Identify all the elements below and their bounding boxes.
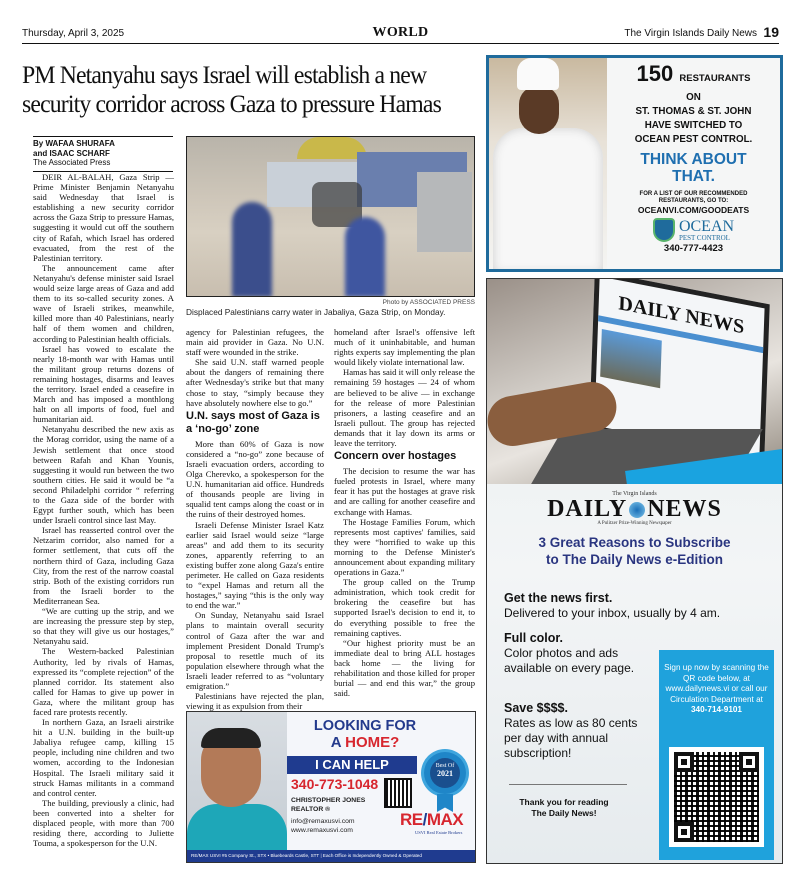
paragraph: Israeli Defense Minister Israel Katz earlier said Israel would seize “large areas” and add them to its security zones, apparently referring to an existing buffer zone along Gaza's entire perimeter. He called on Gaza residents to “expel Hamas and return all the hostages,” saying “this is the only way to end the war.” [186, 519, 324, 611]
divider [509, 784, 627, 785]
paragraph: The group called on the Trump administration, which took credit for brokering the ceasefire but has supported Israel's decision to end it, to do everything possible to free the remaining captives. [334, 577, 475, 638]
issue-date: Thursday, April 3, 2025 [22, 28, 125, 39]
restaurant-count: 150 RESTAURANTS [636, 61, 751, 86]
tent-shape [417, 172, 472, 252]
article-column-3 [334, 327, 475, 698]
logo-sub: PEST CONTROL [678, 233, 730, 242]
remax-logo-sub: USVI Real Estate Brokers [415, 830, 463, 835]
byline [33, 136, 173, 172]
paragraph: The Hostage Families Forum, which represents most captives' families, said they were “horrified to wake up this morning to the Defense Minister's announcement about expanding military operations in Gaza.” [334, 516, 475, 578]
paragraph: On Sunday, Netanyahu said Israel plans to maintain overall security control of Gaza after the war and implement President Donald Trump's proposal to resettle much of its population elsewhere through what the Israeli leader referred to as “voluntary emigration.” [186, 610, 324, 691]
reason-1: Get the news first. Delivered to your inbox, usually by 4 am. [504, 591, 721, 620]
remax-realtor-ad[interactable] [186, 711, 476, 863]
thank-you-text: Thank you for reading The Daily News! [519, 797, 609, 818]
reason-3: Save $$$$. Rates as low as 80 cents per day with annual subscription! [504, 701, 638, 760]
looking-for: LOOKING FOR [313, 718, 417, 734]
realtor-email[interactable]: info@remaxusvi.com [291, 818, 355, 825]
qr-code[interactable] [669, 747, 764, 847]
chef-photo [489, 58, 607, 269]
circulation-phone: 340-714-9101 [691, 705, 742, 714]
ad-line: ON [686, 92, 701, 103]
ad-line: ST. THOMAS & ST. JOHN [635, 106, 752, 117]
ocean-url-link[interactable]: OCEANVI.COM/GOODEATS [637, 205, 750, 215]
laptop-photo [487, 279, 782, 484]
paragraph: agency for Palestinian refugees, the main aid provider in Gaza. No U.N. staff were wounded in the strike. [186, 327, 324, 358]
byline-agency: The Associated Press [33, 158, 111, 167]
article-headline: PM Netanyahu says Israel will establish a new security corridor across Gaza to pressure Hamas [22, 60, 441, 118]
article-column-1 [33, 172, 174, 848]
ad-line: OCEAN PEST CONTROL. [634, 134, 753, 145]
realtor-name: CHRISTOPHER JONES REALTOR ® [291, 797, 366, 813]
newspaper-name: The Virgin Islands Daily News [624, 28, 757, 39]
signup-box[interactable] [659, 650, 774, 860]
chef-hat [517, 58, 559, 90]
page-number: 19 [763, 24, 779, 40]
ocean-ad-copy [607, 58, 780, 254]
think-about-that: THINK ABOUT THAT. [640, 151, 747, 185]
paragraph: “Our highest priority must be an immediate deal to bring ALL hostages back home — the living for rehabilitation and those killed for proper burial — and end this war,” the group said. [334, 637, 475, 699]
realtor-hair [201, 728, 261, 748]
award-badge-icon: Best Of 2021 [424, 752, 466, 794]
daily-news-subscription-ad[interactable] [486, 278, 783, 864]
paragraph: Israel has reasserted control over the Netzarim corridor, also named for a former settlement, that cuts off the northern third of Gaza, including Gaza City, from the rest of the narrow coastal strip. Both of the existing corridors run from the Israeli border to the Mediterranean Sea. [33, 525, 174, 606]
realtor-website[interactable]: www.remaxusvi.com [291, 827, 353, 834]
paragraph: The announcement came after Netanyahu's defense minister said Israel would seize large areas of Gaza and add them to its so-called security zones. A wave of Israeli strikes, meanwhile, killed more than 40 Palestinians, nearly half of them women and children, according to Palestinian health officials. [33, 262, 174, 344]
masthead-small: The Virgin Islands [612, 491, 657, 497]
paragraph: The decision to resume the war has fueled protests in Israel, where many fear it has put the hostages at grave risk and are calling for another ceasefire and exchange with Hamas. [334, 466, 475, 517]
ad-small-print: FOR A LIST OF OUR RECOMMENDED RESTAURANTS, GO TO: [639, 191, 748, 204]
realtor-photo [187, 712, 287, 852]
chef-coat [493, 128, 603, 269]
signup-text: Sign up now by scanning the QR code below, at www.dailynews.vi or call our Circulation Department at 340-714-9101 [664, 663, 769, 714]
byline-author-2: and ISAAC SCHARF [33, 148, 110, 158]
paragraph: Palestinians have rejected the plan, viewing it as expulsion from their [186, 691, 324, 712]
chef-face [519, 86, 559, 134]
realtor-phone: 340-773-1048 [291, 776, 379, 792]
realtor-shirt [187, 804, 287, 852]
paragraph: “We are cutting up the strip, and we are increasing the pressure step by step, so that they will give us our hostages,” Netanyahu said. [33, 606, 174, 647]
paragraph: Israel has vowed to escalate the nearly 18-month war with Hamas until the militant group returns dozens of remaining hostages, disarms and leaves the territory. Israel ended a ceasefire in March and has imposed a monthlong halt on all imports of food, fuel and humanitarian aid. [33, 343, 174, 425]
masthead-tagline: A Pulitzer Prize-Winning Newspaper [597, 521, 672, 526]
subheading: Concern over hostages [334, 450, 457, 463]
daily-news-masthead [487, 491, 782, 526]
shield-icon [653, 218, 675, 242]
page-header [22, 24, 779, 44]
ocean-phone: 340-777-4423 [663, 243, 724, 254]
globe-icon [629, 502, 645, 518]
paragraph: She said U.N. staff warned people about the dangers of remaining there after Wednesday's strike but that many chose to stay, “simply because they have absolutely nowhere else to go.” [186, 357, 324, 408]
paragraph: In northern Gaza, an Israeli airstrike hit a U.N. building in the built-up Jabaliya refugee camp, killing 15 people, including nine children and two women, according to the Indonesian Hospital. The Israeli military said it struck Hamas militants in a command and control center. [33, 717, 174, 798]
paragraph: Hamas has said it will only release the remaining 59 hostages — 24 of whom are believed to be alive — in exchange for the release of more Palestinian prisoners, a lasting ceasefire and an Israeli pullout. The group has rejected demands that it lay down its arms or leave the territory. [334, 367, 475, 449]
screen-title: DAILY NEWS [618, 292, 745, 339]
qr-code[interactable] [384, 778, 412, 808]
paragraph: homeland after Israel's offensive left much of it uninhabitable, and human rights experts say implementing the plan would likely violate international law. [334, 327, 475, 368]
article-photo[interactable] [186, 136, 475, 297]
paragraph: DEIR AL-BALAH, Gaza Strip — Prime Minister Benjamin Netanyahu said Wednesday that Israel is establishing a new security corridor across the Gaza Strip to pressure Hamas, suggesting it would cut off the southern city of Rafah, which Israel has ordered evacuated, from the rest of the Palestinian territory. [33, 172, 174, 263]
section-name: WORLD [372, 25, 429, 40]
photo-credit: Photo by ASSOCIATED PRESS [382, 299, 475, 306]
ocean-logo [607, 218, 780, 242]
masthead-logo: DAILY NEWS [547, 496, 722, 522]
ad-line: HAVE SWITCHED TO [644, 120, 743, 131]
i-can-help-banner: I CAN HELP [287, 756, 417, 774]
screen-image [600, 329, 662, 388]
realtor-contact [291, 817, 355, 835]
reason-2: Full color. Color photos and ads available on every page. [504, 631, 635, 675]
paragraph: The building, previously a clinic, had been converted into a shelter for displaced people, with more than 700 residing there, according to Juliette Touma, a spokesperson for the U.N. [33, 797, 174, 849]
paragraph: The Western-backed Palestinian Authority, led by rivals of Hamas, expressed its “complete rejection” of the planned corridor. Its statement also called for Hamas to give up power in Gaza, where the militant group has faced rare protests recently. [33, 646, 174, 717]
child-figure [232, 202, 272, 297]
logo-main: OCEAN [678, 217, 735, 235]
byline-author-1: By WAFAA SHURAFA [33, 139, 115, 148]
remax-logo: RE/MAX [400, 810, 464, 829]
article-column-2 [186, 327, 324, 711]
a-home: A HOME? [330, 734, 400, 751]
child-figure [345, 217, 385, 297]
ocean-pest-control-ad[interactable] [486, 55, 783, 272]
paragraph: More than 60% of Gaza is now considered a “no-go” zone because of Israeli evacuation orders, according to Olga Cherevko, a spokesperson for the U.N. humanitarian aid office. Hundreds of thousands people are living in squalid tent camps along the coast or in the ruins of their destroyed homes. [186, 438, 324, 520]
remax-footer: RE/MAX USVI #5 Company St., STX • Bluebeards Castle, STT | Each Office is Independently Owned & Operated [187, 850, 476, 862]
paragraph: Netanyahu described the new axis as the Morag corridor, using the name of a Jewish settlement that once stood between Rafah and Khan Younis, suggesting it would run between the two southern cities. He said it would be “a second Philadelphi corridor “ referring to the Gaza side of the border with Egypt further south, which has been under Israeli control since last May. [33, 424, 174, 526]
subheading: U.N. says most of Gaza is a ‘no-go’ zone [186, 409, 320, 435]
photo-caption: Displaced Palestinians carry water in Jabaliya, Gaza Strip, on Monday. [186, 307, 446, 317]
subscribe-headline: 3 Great Reasons to Subscribe to The Daily News e-Edition [538, 535, 731, 567]
